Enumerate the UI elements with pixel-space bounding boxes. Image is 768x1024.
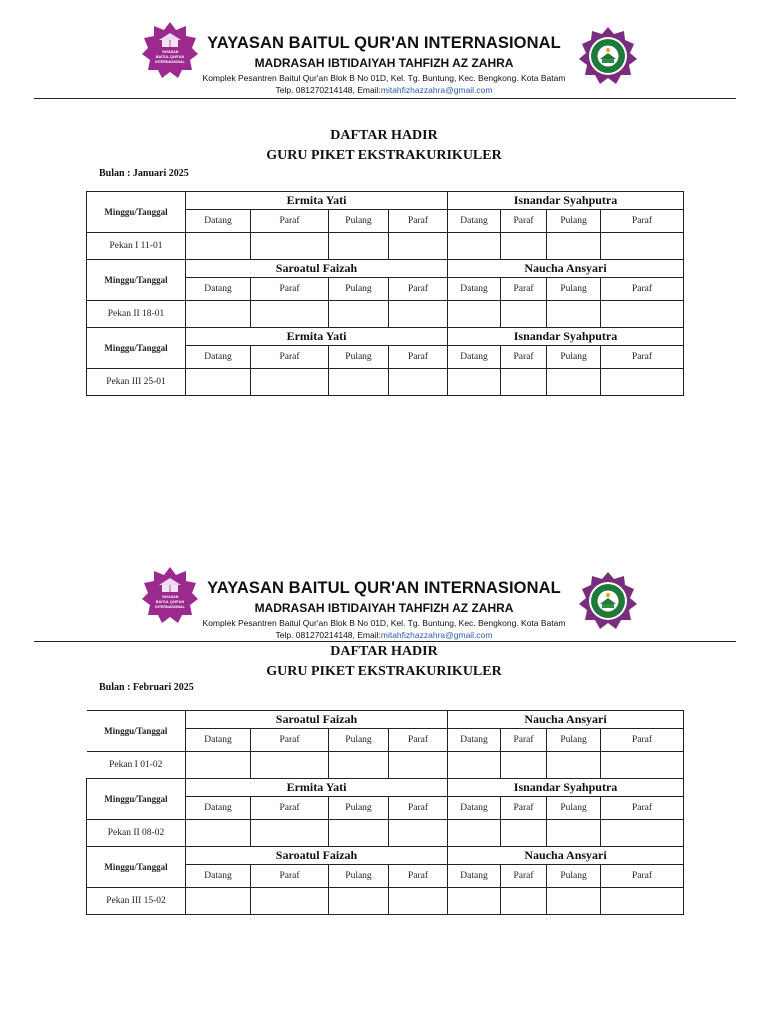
col-pulang-b: Pulang [547, 278, 601, 301]
madrasah-seal-logo [579, 27, 637, 85]
signature-cell[interactable] [448, 752, 501, 779]
col-datang-a: Datang [186, 729, 251, 752]
col-paraf-a: Paraf [389, 210, 448, 233]
signature-cell[interactable] [251, 888, 329, 915]
signature-cell[interactable] [448, 301, 501, 328]
contact-line [0, 630, 768, 640]
col-paraf-a: Paraf [389, 729, 448, 752]
teacher-name-a: Saroatul Faizah [186, 711, 448, 729]
signature-cell[interactable] [329, 820, 389, 847]
school-name: MADRASAH IBTIDAIYAH TAHFIZH AZ ZAHRA [254, 601, 514, 615]
col-pulang-b: Pulang [547, 865, 601, 888]
week-date-cell: Pekan I 11-01 [87, 233, 186, 260]
col-pulang-b: Pulang [547, 346, 601, 369]
svg-text:BAITUL QUR'AN: BAITUL QUR'AN [155, 55, 185, 59]
school-address: Komplek Pesantren Baitul Qur'an Blok B No 01D, Kel. Tg. Buntung, Kec. Bengkong. Kota Batam [202, 73, 566, 83]
col-datang-b: Datang [448, 865, 501, 888]
col-paraf-b: Paraf [601, 210, 684, 233]
doc-title: DAFTAR HADIR [330, 128, 438, 143]
signature-cell[interactable] [501, 233, 547, 260]
col-paraf-b: Paraf [601, 346, 684, 369]
doc-subtitle: GURU PIKET EKSTRAKURIKULER [266, 664, 502, 679]
signature-cell[interactable] [186, 301, 251, 328]
signature-cell[interactable] [601, 369, 684, 396]
minggu-tanggal-header: Minggu/Tanggal [87, 711, 186, 752]
signature-cell[interactable] [547, 233, 601, 260]
week-date-cell: Pekan III 25-01 [87, 369, 186, 396]
signature-cell[interactable] [601, 233, 684, 260]
col-paraf-a: Paraf [251, 346, 329, 369]
col-paraf-a: Paraf [251, 865, 329, 888]
signature-cell[interactable] [389, 301, 448, 328]
signature-cell[interactable] [501, 820, 547, 847]
telp-label: Telp. 081270214148, Email: [275, 630, 381, 640]
signature-cell[interactable] [501, 369, 547, 396]
col-pulang-a: Pulang [329, 865, 389, 888]
minggu-tanggal-header: Minggu/Tanggal [87, 779, 186, 820]
teacher-name-b: Isnandar Syahputra [448, 328, 684, 346]
doc-subtitle: GURU PIKET EKSTRAKURIKULER [266, 148, 502, 163]
signature-cell[interactable] [501, 752, 547, 779]
col-paraf-b: Paraf [601, 278, 684, 301]
col-datang-a: Datang [186, 278, 251, 301]
month-label: Bulan : Januari 2025 [99, 168, 189, 179]
month-label: Bulan : Februari 2025 [99, 682, 194, 693]
signature-cell[interactable] [251, 820, 329, 847]
col-paraf-a: Paraf [251, 729, 329, 752]
signature-cell[interactable] [501, 888, 547, 915]
attendance-sheet-1 [0, 0, 768, 387]
signature-cell[interactable] [251, 301, 329, 328]
signature-cell[interactable] [389, 233, 448, 260]
col-paraf-a: Paraf [251, 278, 329, 301]
letterhead [0, 0, 768, 100]
signature-cell[interactable] [448, 369, 501, 396]
signature-cell[interactable] [186, 888, 251, 915]
email-link[interactable]: mitahfizhazzahra@gmail.com [380, 630, 493, 640]
teacher-name-b: Isnandar Syahputra [448, 779, 684, 797]
signature-cell[interactable] [186, 369, 251, 396]
teacher-name-b: Isnandar Syahputra [448, 192, 684, 210]
signature-cell[interactable] [547, 369, 601, 396]
col-pulang-b: Pulang [547, 797, 601, 820]
signature-cell[interactable] [448, 233, 501, 260]
col-paraf-b: Paraf [601, 797, 684, 820]
week-date-cell: Pekan II 18-01 [87, 301, 186, 328]
signature-cell[interactable] [601, 752, 684, 779]
col-pulang-a: Pulang [329, 278, 389, 301]
col-datang-b: Datang [448, 729, 501, 752]
attendance-table [86, 710, 684, 915]
col-datang-a: Datang [186, 210, 251, 233]
signature-cell[interactable] [251, 233, 329, 260]
col-paraf-a: Paraf [389, 346, 448, 369]
minggu-tanggal-header: Minggu/Tanggal [87, 192, 186, 233]
col-paraf-b: Paraf [501, 278, 547, 301]
signature-cell[interactable] [389, 752, 448, 779]
week-date-cell: Pekan I 01-02 [87, 752, 186, 779]
teacher-name-a: Ermita Yati [186, 779, 448, 797]
col-datang-a: Datang [186, 797, 251, 820]
teacher-name-a: Saroatul Faizah [186, 847, 448, 865]
teacher-name-b: Naucha Ansyari [448, 847, 684, 865]
col-datang-b: Datang [448, 346, 501, 369]
col-paraf-b: Paraf [501, 729, 547, 752]
signature-cell[interactable] [329, 752, 389, 779]
teacher-name-b: Naucha Ansyari [448, 260, 684, 278]
col-pulang-b: Pulang [547, 210, 601, 233]
attendance-sheet-2 [0, 545, 768, 906]
signature-cell[interactable] [329, 301, 389, 328]
signature-cell[interactable] [186, 233, 251, 260]
col-paraf-a: Paraf [251, 797, 329, 820]
letterhead [0, 545, 768, 645]
school-name: MADRASAH IBTIDAIYAH TAHFIZH AZ ZAHRA [254, 56, 514, 70]
signature-cell[interactable] [601, 301, 684, 328]
svg-text:INTERNASIONAL: INTERNASIONAL [155, 60, 185, 64]
org-name: YAYASAN BAITUL QUR'AN INTERNASIONAL [207, 34, 561, 52]
signature-cell[interactable] [601, 820, 684, 847]
col-pulang-a: Pulang [329, 210, 389, 233]
col-datang-b: Datang [448, 797, 501, 820]
signature-cell[interactable] [547, 820, 601, 847]
teacher-name-a: Saroatul Faizah [186, 260, 448, 278]
signature-cell[interactable] [389, 888, 448, 915]
signature-cell[interactable] [389, 369, 448, 396]
col-datang-a: Datang [186, 865, 251, 888]
madrasah-seal-logo [579, 572, 637, 630]
week-date-cell: Pekan III 15-02 [87, 888, 186, 915]
signature-cell[interactable] [501, 301, 547, 328]
col-paraf-b: Paraf [501, 797, 547, 820]
col-paraf-a: Paraf [251, 210, 329, 233]
minggu-tanggal-header: Minggu/Tanggal [87, 328, 186, 369]
minggu-tanggal-header: Minggu/Tanggal [87, 260, 186, 301]
signature-cell[interactable] [329, 888, 389, 915]
col-pulang-a: Pulang [329, 346, 389, 369]
attendance-table [86, 191, 684, 396]
minggu-tanggal-header: Minggu/Tanggal [87, 847, 186, 888]
col-datang-b: Datang [448, 278, 501, 301]
col-paraf-a: Paraf [389, 865, 448, 888]
col-paraf-a: Paraf [389, 278, 448, 301]
svg-text:INTERNASIONAL: INTERNASIONAL [155, 605, 185, 609]
email-link[interactable]: mitahfizhazzahra@gmail.com [380, 85, 493, 95]
col-paraf-a: Paraf [389, 797, 448, 820]
col-pulang-a: Pulang [329, 797, 389, 820]
signature-cell[interactable] [251, 752, 329, 779]
week-date-cell: Pekan II 08-02 [87, 820, 186, 847]
signature-cell[interactable] [329, 233, 389, 260]
signature-cell[interactable] [547, 888, 601, 915]
col-paraf-b: Paraf [501, 346, 547, 369]
col-datang-b: Datang [448, 210, 501, 233]
header-divider [34, 641, 736, 642]
teacher-name-a: Ermita Yati [186, 328, 448, 346]
signature-cell[interactable] [448, 888, 501, 915]
teacher-name-b: Naucha Ansyari [448, 711, 684, 729]
contact-line [0, 85, 768, 95]
col-pulang-a: Pulang [329, 729, 389, 752]
signature-cell[interactable] [601, 888, 684, 915]
doc-title: DAFTAR HADIR [330, 644, 438, 659]
signature-cell[interactable] [186, 752, 251, 779]
signature-cell[interactable] [186, 820, 251, 847]
school-address: Komplek Pesantren Baitul Qur'an Blok B No 01D, Kel. Tg. Buntung, Kec. Bengkong. Kota Batam [202, 618, 566, 628]
col-datang-a: Datang [186, 346, 251, 369]
col-paraf-b: Paraf [501, 210, 547, 233]
foundation-logo [142, 22, 198, 78]
signature-cell[interactable] [389, 820, 448, 847]
col-pulang-b: Pulang [547, 729, 601, 752]
svg-text:YAYASAN: YAYASAN [161, 595, 179, 599]
foundation-logo [142, 567, 198, 623]
col-paraf-b: Paraf [601, 865, 684, 888]
col-paraf-b: Paraf [601, 729, 684, 752]
col-paraf-b: Paraf [501, 865, 547, 888]
signature-cell[interactable] [448, 820, 501, 847]
svg-text:BAITUL QUR'AN: BAITUL QUR'AN [155, 600, 185, 604]
signature-cell[interactable] [547, 301, 601, 328]
signature-cell[interactable] [547, 752, 601, 779]
signature-cell[interactable] [251, 369, 329, 396]
telp-label: Telp. 081270214148, Email: [275, 85, 381, 95]
teacher-name-a: Ermita Yati [186, 192, 448, 210]
signature-cell[interactable] [329, 369, 389, 396]
svg-text:YAYASAN: YAYASAN [161, 50, 179, 54]
header-divider [34, 98, 736, 99]
org-name: YAYASAN BAITUL QUR'AN INTERNASIONAL [207, 579, 561, 597]
